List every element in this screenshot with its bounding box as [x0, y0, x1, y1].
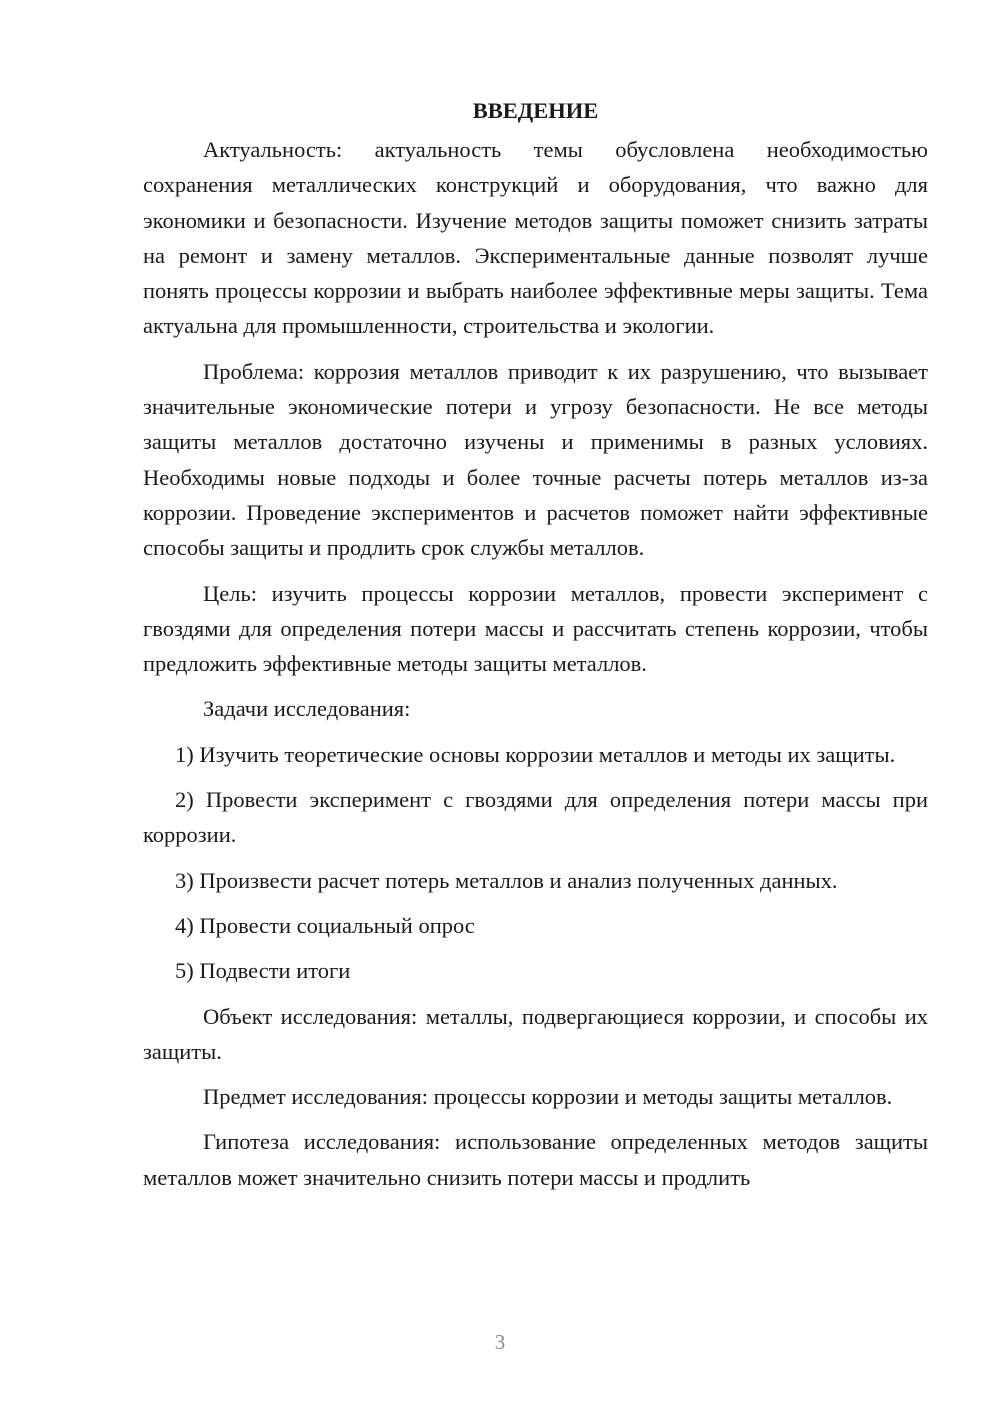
task-item-5: 5) Подвести итоги — [175, 958, 351, 984]
paragraph-subject: Предмет исследования: процессы коррозии и методы защиты металлов. — [203, 1084, 893, 1110]
paragraph-goal: Цель: изучить процессы коррозии металлов, провести эксперимент с гвоздями для определения потери массы и рассчитать степень коррозии, чтобы предложить эффективные методы защиты металлов. — [143, 580, 928, 677]
document-page — [143, 94, 928, 1205]
tasks-heading: Задачи исследования: — [203, 696, 411, 722]
task-item-2: 2) Провести эксперимент с гвоздями для определения потери массы при коррозии. — [143, 787, 928, 848]
section-heading: ВВЕДЕНИЕ — [472, 98, 599, 123]
task-item-1: 1) Изучить теоретические основы коррозии металлов и методы их защиты. — [175, 741, 896, 767]
paragraph-object: Объект исследования: металлы, подвергающиеся коррозии, и способы их защиты. — [143, 1003, 928, 1064]
paragraph-relevance: Актуальность: актуальность темы обусловлена необходимостью сохранения металлических конструкций и оборудования, что важно для экономики и безопасности. Изучение методов защиты поможет снизить затраты на ремонт и замену металлов. Экспериментальные данные позволят лучше понять процессы коррозии и выбрать наиболее эффективные меры защиты. Тема актуальна для промышленности, строительства и экологии. — [143, 137, 928, 339]
paragraph-problem: Проблема: коррозия металлов приводит к их разрушению, что вызывает значительные экономические потери и угрозу безопасности. Не все методы защиты металлов достаточно изучены и применимы в разных условиях. Необходимы новые подходы и более точные расчеты потерь металлов из-за коррозии. Проведение экспериментов и расчетов поможет найти эффективные способы защиты и продлить срок службы металлов. — [143, 358, 928, 561]
paragraph-hypothesis: Гипотеза исследования: использование определенных методов защиты металлов может значительно снизить потери массы и продлить — [143, 1129, 928, 1190]
task-item-3: 3) Произвести расчет потерь металлов и анализ полученных данных. — [175, 867, 838, 893]
page-number: 3 — [494, 1330, 506, 1354]
task-item-4: 4) Провести социальный опрос — [175, 912, 475, 938]
